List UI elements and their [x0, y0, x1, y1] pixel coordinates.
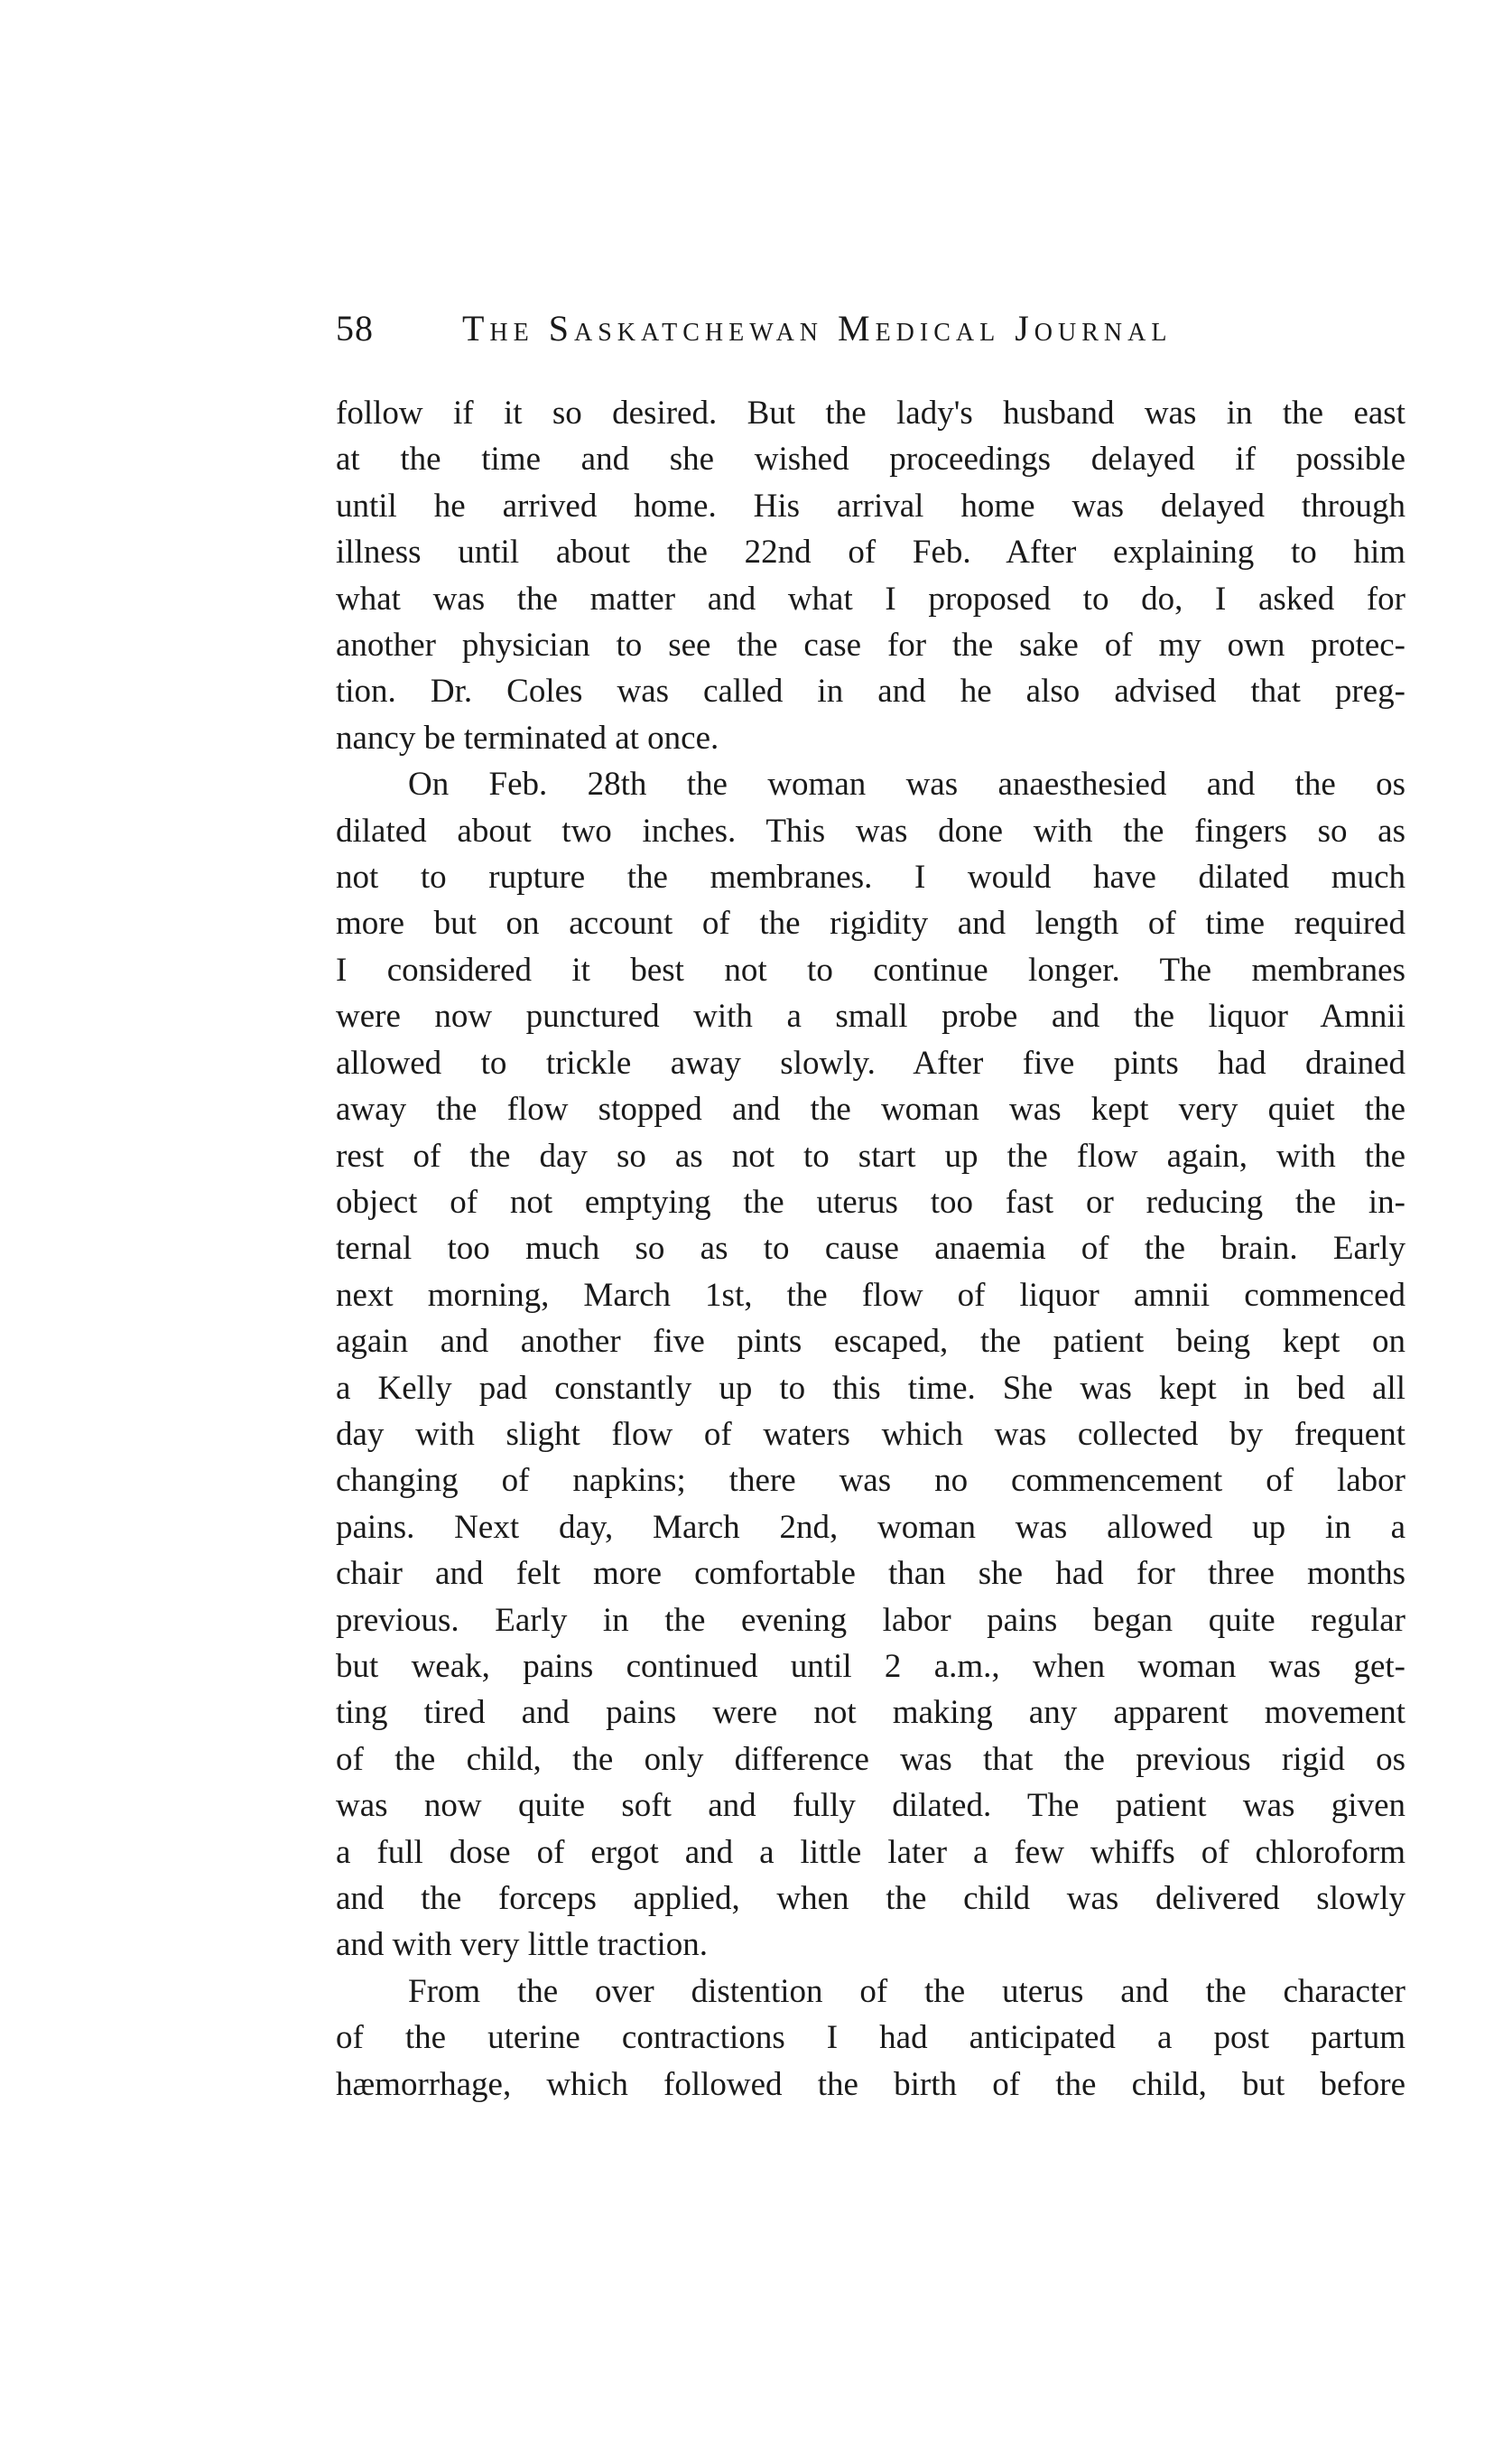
text-line: nancy be terminated at once.	[336, 719, 719, 757]
text-line: until he arrived home. His arrival home was delayed through	[336, 487, 1405, 525]
journal-title: The Saskatchewan Medical Journal	[462, 308, 1173, 349]
text-line: pains. Next day, March 2nd, woman was allowed up in a	[336, 1508, 1405, 1546]
text-line: another physician to see the case for the sake of my own protec-	[336, 627, 1405, 665]
text-line: at the time and she wished proceedings delayed if possible	[336, 441, 1405, 479]
paragraph-first-line: From the over distention of the uterus and the character	[408, 1972, 1405, 2010]
text-line: was now quite soft and fully dilated. The patient was given	[336, 1787, 1405, 1825]
text-line: object of not emptying the uterus too fast or reducing the in-	[336, 1183, 1405, 1221]
text-line: dilated about two inches. This was done with the fingers so as	[336, 812, 1405, 850]
text-line: what was the matter and what I proposed to do, I asked for	[336, 580, 1405, 618]
text-line: day with slight flow of waters which was collected by frequent	[336, 1415, 1405, 1453]
text-line: away the flow stopped and the woman was kept very quiet the	[336, 1091, 1405, 1129]
text-line: next morning, March 1st, the flow of liquor amnii commenced	[336, 1276, 1405, 1314]
text-line: and with very little traction.	[336, 1926, 709, 1964]
text-line: allowed to trickle away slowly. After five pints had drained	[336, 1044, 1405, 1082]
text-line: tion. Dr. Coles was called in and he also advised that preg-	[336, 673, 1405, 711]
text-line: previous. Early in the evening labor pains began quite regular	[336, 1601, 1405, 1639]
text-line: illness until about the 22nd of Feb. After explaining to him	[336, 534, 1405, 572]
text-line: were now punctured with a small probe and the liquor Amnii	[336, 998, 1405, 1036]
text-line: changing of napkins; there was no commencement of labor	[336, 1462, 1405, 1500]
text-line: but weak, pains continued until 2 a.m., when woman was get-	[336, 1647, 1405, 1685]
paragraph-first-line: On Feb. 28th the woman was anaesthesied and the os	[408, 766, 1405, 804]
text-line: of the uterine contractions I had anticipated a post partum	[336, 2019, 1405, 2057]
text-line: chair and felt more comfortable than she had for three months	[336, 1555, 1405, 1593]
text-line: follow if it so desired. But the lady's husband was in the east	[336, 395, 1405, 432]
text-line: not to rupture the membranes. I would have dilated much	[336, 859, 1405, 897]
running-head	[336, 307, 1405, 361]
text-line: rest of the day so as not to start up the flow again, with the	[336, 1137, 1405, 1175]
text-line: a full dose of ergot and a little later a few whiffs of chloroform	[336, 1833, 1405, 1871]
text-line: a Kelly pad constantly up to this time. She was kept in bed all	[336, 1369, 1405, 1407]
body-text	[336, 390, 1405, 2108]
text-line: and the forceps applied, when the child was delivered slowly	[336, 1880, 1405, 1917]
page-number: 58	[336, 308, 374, 349]
text-line: I considered it best not to continue longer. The membranes	[336, 951, 1405, 989]
text-line: of the child, the only difference was that the previous rigid os	[336, 1740, 1405, 1778]
text-line: hæmorrhage, which followed the birth of the child, but before	[336, 2065, 1405, 2103]
text-line: again and another five pints escaped, the patient being kept on	[336, 1323, 1405, 1361]
text-line: ternal too much so as to cause anaemia of the brain. Early	[336, 1230, 1405, 1268]
text-line: more but on account of the rigidity and length of time required	[336, 905, 1405, 943]
text-line: ting tired and pains were not making any apparent movement	[336, 1694, 1405, 1732]
